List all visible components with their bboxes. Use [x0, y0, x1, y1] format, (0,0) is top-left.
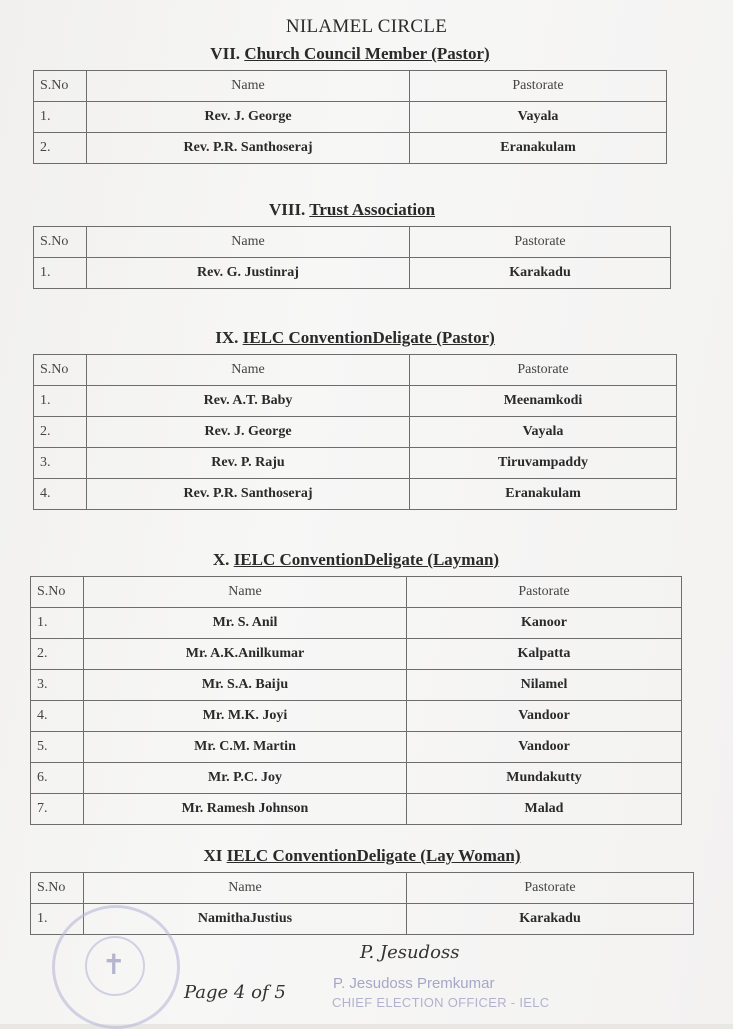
cell-name: Mr. C.M. Martin	[84, 732, 407, 763]
page-note: Page 4 of 5	[184, 982, 286, 1003]
cell-sno: 2.	[34, 417, 87, 448]
header-sno: S.No	[34, 71, 87, 102]
cell-name: Rev. P.R. Santhoseraj	[87, 133, 410, 164]
table-row	[31, 763, 682, 794]
cell-name: Rev. J. George	[87, 417, 410, 448]
cell-name: Rev. A.T. Baby	[87, 386, 410, 417]
cell-name: Mr. S. Anil	[84, 608, 407, 639]
cell-pastorate: Eranakulam	[410, 479, 677, 510]
cell-name: Mr. S.A. Baiju	[84, 670, 407, 701]
cell-name: Rev. G. Justinraj	[87, 258, 410, 289]
cell-sno: 5.	[31, 732, 84, 763]
header-sno: S.No	[31, 873, 84, 904]
header-pastorate: Pastorate	[410, 71, 667, 102]
header-name: Name	[87, 227, 410, 258]
cell-pastorate: Vandoor	[407, 701, 682, 732]
section-title	[33, 328, 677, 348]
header-sno: S.No	[31, 577, 84, 608]
table-row	[34, 479, 677, 510]
section-heading: IELC ConventionDeligate (Layman)	[233, 550, 500, 569]
cell-pastorate: Meenamkodi	[410, 386, 677, 417]
section-number: XI	[203, 846, 223, 865]
cell-name: Mr. A.K.Anilkumar	[84, 639, 407, 670]
table-header	[31, 873, 694, 904]
section-viii	[33, 200, 671, 289]
header-pastorate: Pastorate	[407, 577, 682, 608]
table-header	[31, 577, 682, 608]
table-row	[31, 701, 682, 732]
members-table	[33, 70, 667, 164]
header-pastorate: Pastorate	[410, 227, 671, 258]
signatory-role: CHIEF ELECTION OFFICER - IELC	[332, 995, 550, 1010]
members-table	[33, 226, 671, 289]
cell-sno: 6.	[31, 763, 84, 794]
table-row	[34, 102, 667, 133]
cell-pastorate: Vandoor	[407, 732, 682, 763]
cell-pastorate: Nilamel	[407, 670, 682, 701]
cell-pastorate: Vayala	[410, 417, 677, 448]
table-header	[34, 355, 677, 386]
section-heading: IELC ConventionDeligate (Pastor)	[242, 328, 495, 347]
cell-sno: 1.	[34, 102, 87, 133]
cell-sno: 4.	[34, 479, 87, 510]
cell-name: Mr. P.C. Joy	[84, 763, 407, 794]
table-row	[34, 386, 677, 417]
header-name: Name	[84, 873, 407, 904]
section-title	[33, 44, 667, 64]
table-row	[34, 448, 677, 479]
cell-sno: 1.	[31, 904, 84, 935]
table-row	[31, 639, 682, 670]
table-row	[31, 608, 682, 639]
cross-icon: ✝	[102, 950, 126, 981]
cell-sno: 4.	[31, 701, 84, 732]
cell-name: Mr. Ramesh Johnson	[84, 794, 407, 825]
table-row	[34, 258, 671, 289]
cell-sno: 3.	[31, 670, 84, 701]
cell-pastorate: Karakadu	[410, 258, 671, 289]
circle-title: NILAMEL CIRCLE	[285, 16, 448, 37]
signature: P. Jesudoss	[360, 942, 460, 963]
members-table	[33, 354, 677, 510]
header-sno: S.No	[34, 227, 87, 258]
cell-name: Rev. P.R. Santhoseraj	[87, 479, 410, 510]
section-vii	[33, 44, 667, 164]
cell-pastorate: Eranakulam	[410, 133, 667, 164]
section-title	[33, 200, 671, 220]
cell-name: Rev. J. George	[87, 102, 410, 133]
cell-name: Mr. M.K. Joyi	[84, 701, 407, 732]
header-name: Name	[87, 355, 410, 386]
table-header	[34, 227, 671, 258]
table-row	[31, 794, 682, 825]
section-heading: IELC ConventionDeligate (Lay Woman)	[226, 846, 521, 865]
cell-sno: 1.	[34, 386, 87, 417]
section-title	[30, 550, 682, 570]
header-pastorate: Pastorate	[407, 873, 694, 904]
section-number: VIII.	[268, 200, 306, 219]
section-number: X.	[212, 550, 230, 569]
cell-pastorate: Karakadu	[407, 904, 694, 935]
signatory-name: P. Jesudoss Premkumar	[333, 975, 495, 992]
members-table	[30, 576, 682, 825]
table-header	[34, 71, 667, 102]
section-title	[30, 846, 694, 866]
cell-pastorate: Vayala	[410, 102, 667, 133]
section-ix	[33, 328, 677, 510]
cell-pastorate: Kanoor	[407, 608, 682, 639]
section-heading: Church Council Member (Pastor)	[244, 44, 490, 63]
header-name: Name	[84, 577, 407, 608]
cell-sno: 7.	[31, 794, 84, 825]
cell-name: NamithaJustius	[84, 904, 407, 935]
cell-pastorate: Tiruvampaddy	[410, 448, 677, 479]
cell-sno: 2.	[31, 639, 84, 670]
cell-pastorate: Malad	[407, 794, 682, 825]
cell-name: Rev. P. Raju	[87, 448, 410, 479]
section-number: VII.	[210, 44, 241, 63]
section-number: IX.	[215, 328, 239, 347]
table-row	[34, 417, 677, 448]
section-heading: Trust Association	[309, 200, 436, 219]
cell-pastorate: Mundakutty	[407, 763, 682, 794]
section-x	[30, 550, 682, 825]
table-row	[34, 133, 667, 164]
header-pastorate: Pastorate	[410, 355, 677, 386]
header-sno: S.No	[34, 355, 87, 386]
cell-sno: 1.	[31, 608, 84, 639]
cell-sno: 3.	[34, 448, 87, 479]
header-name: Name	[87, 71, 410, 102]
table-row	[31, 732, 682, 763]
cell-sno: 1.	[34, 258, 87, 289]
table-row	[31, 670, 682, 701]
cell-pastorate: Kalpatta	[407, 639, 682, 670]
cell-sno: 2.	[34, 133, 87, 164]
